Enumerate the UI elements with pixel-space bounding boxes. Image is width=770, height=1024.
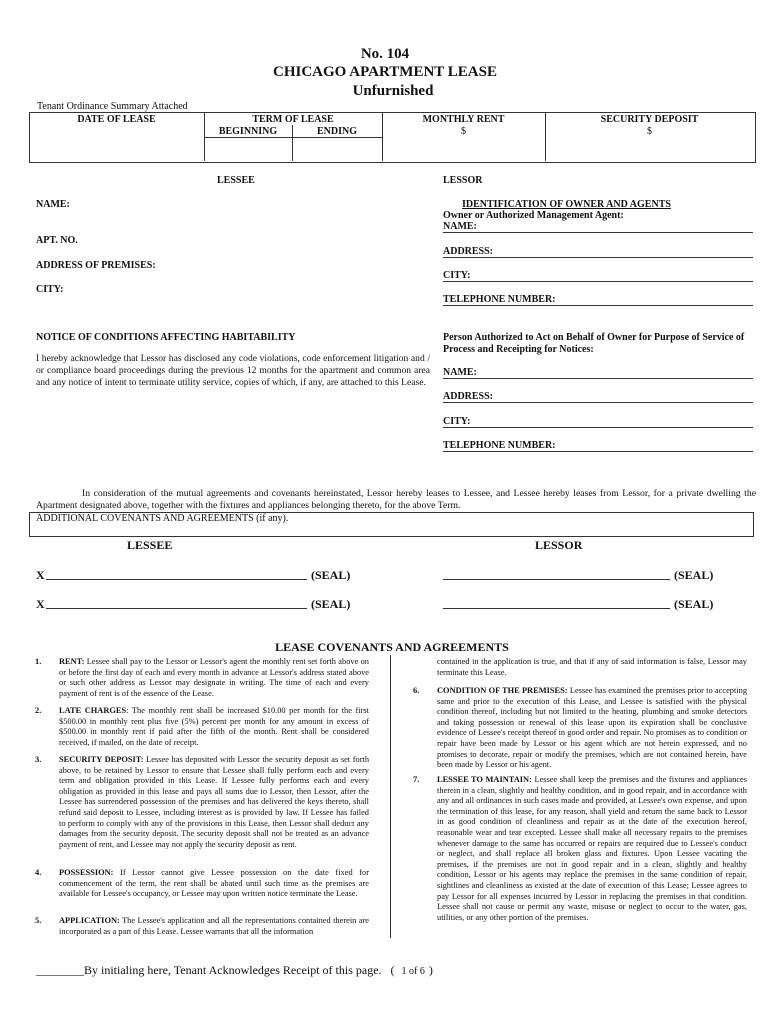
lessor-signature-heading: LESSOR (535, 538, 583, 552)
covenant-text: The Lessee's application and all the representations contained therein are incorporated as a part of this Lease. Lessee warrants that all the information (59, 916, 369, 936)
owner-agent-label: Owner or Authorized Management Agent: (443, 210, 624, 221)
initial-blank[interactable]: ________ (36, 963, 84, 977)
lessor-city-label: CITY: (443, 270, 471, 281)
agent-city-field[interactable] (443, 416, 753, 428)
column-divider (390, 655, 391, 938)
lessor-address-label: ADDRESS: (443, 246, 494, 257)
agent-address-label: ADDRESS: (443, 391, 494, 402)
tenant-ordinance-note: Tenant Ordinance Summary Attached (37, 101, 188, 112)
monthly-rent-field[interactable]: $ (461, 126, 466, 137)
covenant-title: APPLICATION: (59, 916, 120, 925)
form-number: No. 104 (360, 46, 410, 62)
covenant-number: 3. (35, 755, 42, 764)
page-indicator-open: ( (390, 963, 395, 977)
lessee-x-mark-1: X (36, 568, 45, 582)
consideration-text: In consideration of the mutual agreements and covenants hereinstated, Lessor hereby leases to Lessee, and Lessee hereby leases from Lessor, for a private dwelling the Apartment designated above, together with the fixtures and appliances belonging thereto, for the above Term. (36, 488, 756, 511)
lessor-phone-field[interactable] (443, 294, 753, 306)
lessee-signature-line-2[interactable] (46, 608, 307, 609)
page-indicator-close: ) (428, 963, 433, 977)
date-of-lease-header: DATE OF LEASE (77, 114, 156, 125)
covenant-title: LESSEE TO MAINTAIN: (437, 775, 532, 784)
lessee-signature-heading: LESSEE (127, 538, 173, 552)
lessee-name-label: NAME: (36, 199, 70, 210)
covenant-text: Lessee shall pay to the Lessor or Lessor's agent the monthly rent set forth above on or before the first day of each and every month in advance at Lessor's address stated above or such other address as Lessor may designate in writing. The time of each and every payment of rent is of the essence of the Lease. (59, 657, 369, 698)
lessor-city-field[interactable] (443, 270, 753, 282)
lessor-seal-2: (SEAL) (674, 597, 714, 611)
covenant-number: 1. (35, 657, 42, 666)
page-title: CHICAGO APARTMENT LEASE (273, 64, 497, 80)
agent-city-label: CITY: (443, 416, 471, 427)
monthly-rent-header: MONTHLY RENT (422, 114, 505, 125)
agent-address-field[interactable] (443, 391, 753, 403)
lessor-seal-1: (SEAL) (674, 568, 714, 582)
covenant-title: LATE CHARGES (59, 706, 127, 715)
lessor-phone-label: TELEPHONE NUMBER: (443, 294, 556, 305)
apt-no-label: APT. NO. (36, 235, 78, 246)
covenant-text: Lessee has deposited with Lessor the security deposit as set forth above, to be retained by Lessor to ensure that Lessee shall fully perform each and every term and obligation provided in this Lease. If Lessee fully performs each and every obligation as provided in this lease and pays all sums due to Lessor, then Lessor, after the Lessee has surrendered possession of the premises and has delivered the keys thereto, shall refund said deposit to Lessee, including interest as is provided by law. If Lessee has failed to perform to comply with any of the provisions in this Lease, then Lessor shall deduct any damages from the security deposit. The security deposit shall not be treated as an advance payment of rent, and Lessee may not apply the security deposit as rent. (59, 755, 370, 849)
covenant-item (35, 916, 369, 937)
page-indicator: 1 of 6 (401, 966, 425, 977)
covenant-text: If Lessor cannot give Lessee possession on the date fixed for commencement of the term, the rent shall be abated until such time as the premises are available for Lessee's occupancy, or Lessee may upon written notice terminate the Lease. (59, 868, 370, 899)
covenant-item (35, 657, 369, 699)
lessor-name-label: NAME: (443, 221, 477, 232)
page-footer (36, 963, 433, 978)
term-of-lease-header: TERM OF LEASE (252, 114, 334, 125)
covenant-text: Lessee shall keep the premises and the fixtures and appliances therein in a clean, slightly and healthy condition, and in good repair, and in accordance with any and all ordinances in such cases made and provided, at Lessee's own expense, and upon the termination of this lease, for any reason, shall yield and return the same back to Lessor in as good condition of cleanliness and repair as at the date of the execution hereof, reasonable wear and tear excepted. Lessee shall make all necessary repairs to the premises whenever damage to the same has occurred or repairs are required due to Lessee's conduct or neglect, and shall replace all broken glass and fixtures. Upon Lessee vacating the premises, if the premises are not in good repair and in a clean, slightly and healthy condition, Lessor or his agents may replace the premises in the same condition of repair, sightlines and cleanliness as existed at the date of execution of this Lease; Lessee agrees to pay Lessor for all expenses incurred by Lessor in replacing the premises in that condition. Lessee shall not cause or permit any waste, misuse or neglect to occur to the water, gas, utilities, or any other portion of the premises. (437, 775, 748, 922)
security-deposit-field[interactable]: $ (647, 126, 652, 137)
covenant-title: RENT: (59, 657, 85, 666)
lessee-seal-1: (SEAL) (311, 568, 351, 582)
lessor-address-field[interactable] (443, 246, 753, 258)
covenant-number: 4. (35, 868, 42, 877)
covenant-number: 5. (35, 916, 42, 925)
covenant-item (35, 755, 370, 850)
agent-phone-field[interactable] (443, 440, 753, 452)
covenant-item (413, 686, 748, 771)
lessor-name-field[interactable] (443, 221, 753, 233)
covenant-title: POSSESSION: (59, 868, 114, 877)
lessee-city-label: CITY: (36, 284, 64, 295)
habitability-heading: NOTICE OF CONDITIONS AFFECTING HABITABILITY (36, 332, 296, 343)
lessor-heading: LESSOR (443, 175, 483, 186)
page-subtitle: Unfurnished (352, 83, 434, 99)
additional-covenants-label: ADDITIONAL COVENANTS AND AGREEMENTS (if any). (36, 513, 289, 524)
lessee-x-mark-2: X (36, 597, 45, 611)
covenant-item (35, 868, 370, 900)
ending-header: ENDING (316, 126, 357, 137)
security-deposit-header: SECURITY DEPOSIT (600, 114, 699, 125)
agent-phone-label: TELEPHONE NUMBER: (443, 440, 556, 451)
covenant-title: CONDITION OF THE PREMISES: (437, 686, 568, 695)
covenant-title: SECURITY DEPOSIT: (59, 755, 144, 764)
beginning-header: BEGINNING (218, 126, 278, 137)
lessee-heading: LESSEE (217, 175, 255, 186)
premises-address-label: ADDRESS OF PREMISES: (36, 260, 156, 271)
covenant-text: : The monthly rent shall be increased $10.00 per month for the first $500.00 in monthly rent plus five (5%) percent per month for any amount in excess of $500.00 in monthly rent if paid after the fifth of the month. Rent shall be considered received, if mailed, on the date of receipt. (59, 706, 369, 747)
covenant-text: Lessee has examined the premises prior to accepting same and prior to the execution of this Lease, and Lessee is satisfied with the physical condition thereof, including but not limited to the heating, plumbing and smoke detectors and taking possession or renewal of this lease upon its expiration shall be conclusive evidence of Lessee's receipt thereof in good order and repair. No promises as to condition or repair have been made by Lessor or his agent which are not herein expressed, and no promises to decorate, repair or modify the premises, which are not contained herein, have been made by Lessor or his agent. (437, 686, 748, 770)
owner-agents-heading: IDENTIFICATION OF OWNER AND AGENTS (462, 199, 671, 210)
lessee-seal-2: (SEAL) (311, 597, 351, 611)
habitability-text: I hereby acknowledge that Lessor has disclosed any code violations, code enforcement litigation and / or compliance board proceedings during the previous 12 months for the apartment and common area and any notice of intent to terminate utility service, copies of which, if any, are attached to this Lease. (36, 353, 430, 388)
covenant-number: 6. (413, 686, 420, 695)
lessee-signature-line-1[interactable] (46, 579, 307, 580)
covenants-heading: LEASE COVENANTS AND AGREEMENTS (275, 640, 509, 654)
covenant-number: 2. (35, 706, 42, 715)
additional-covenants-box[interactable] (29, 512, 754, 537)
service-agent-heading: Person Authorized to Act on Behalf of Owner for Purpose of Service of Process and Receipting for Notices: (443, 332, 745, 355)
agent-name-label: NAME: (443, 367, 477, 378)
covenant-continued-text: contained in the application is true, and that if any of said information is false, Lessor may terminate this Lease. (437, 657, 747, 677)
footer-acknowledgement: By initialing here, Tenant Acknowledges Receipt of this page. (84, 963, 382, 977)
lessor-signature-line-1[interactable] (443, 579, 670, 580)
covenant-item (413, 775, 748, 923)
agent-name-field[interactable] (443, 367, 753, 379)
covenant-item (35, 706, 369, 748)
lessor-signature-line-2[interactable] (443, 608, 670, 609)
covenant-number: 7. (413, 775, 420, 784)
